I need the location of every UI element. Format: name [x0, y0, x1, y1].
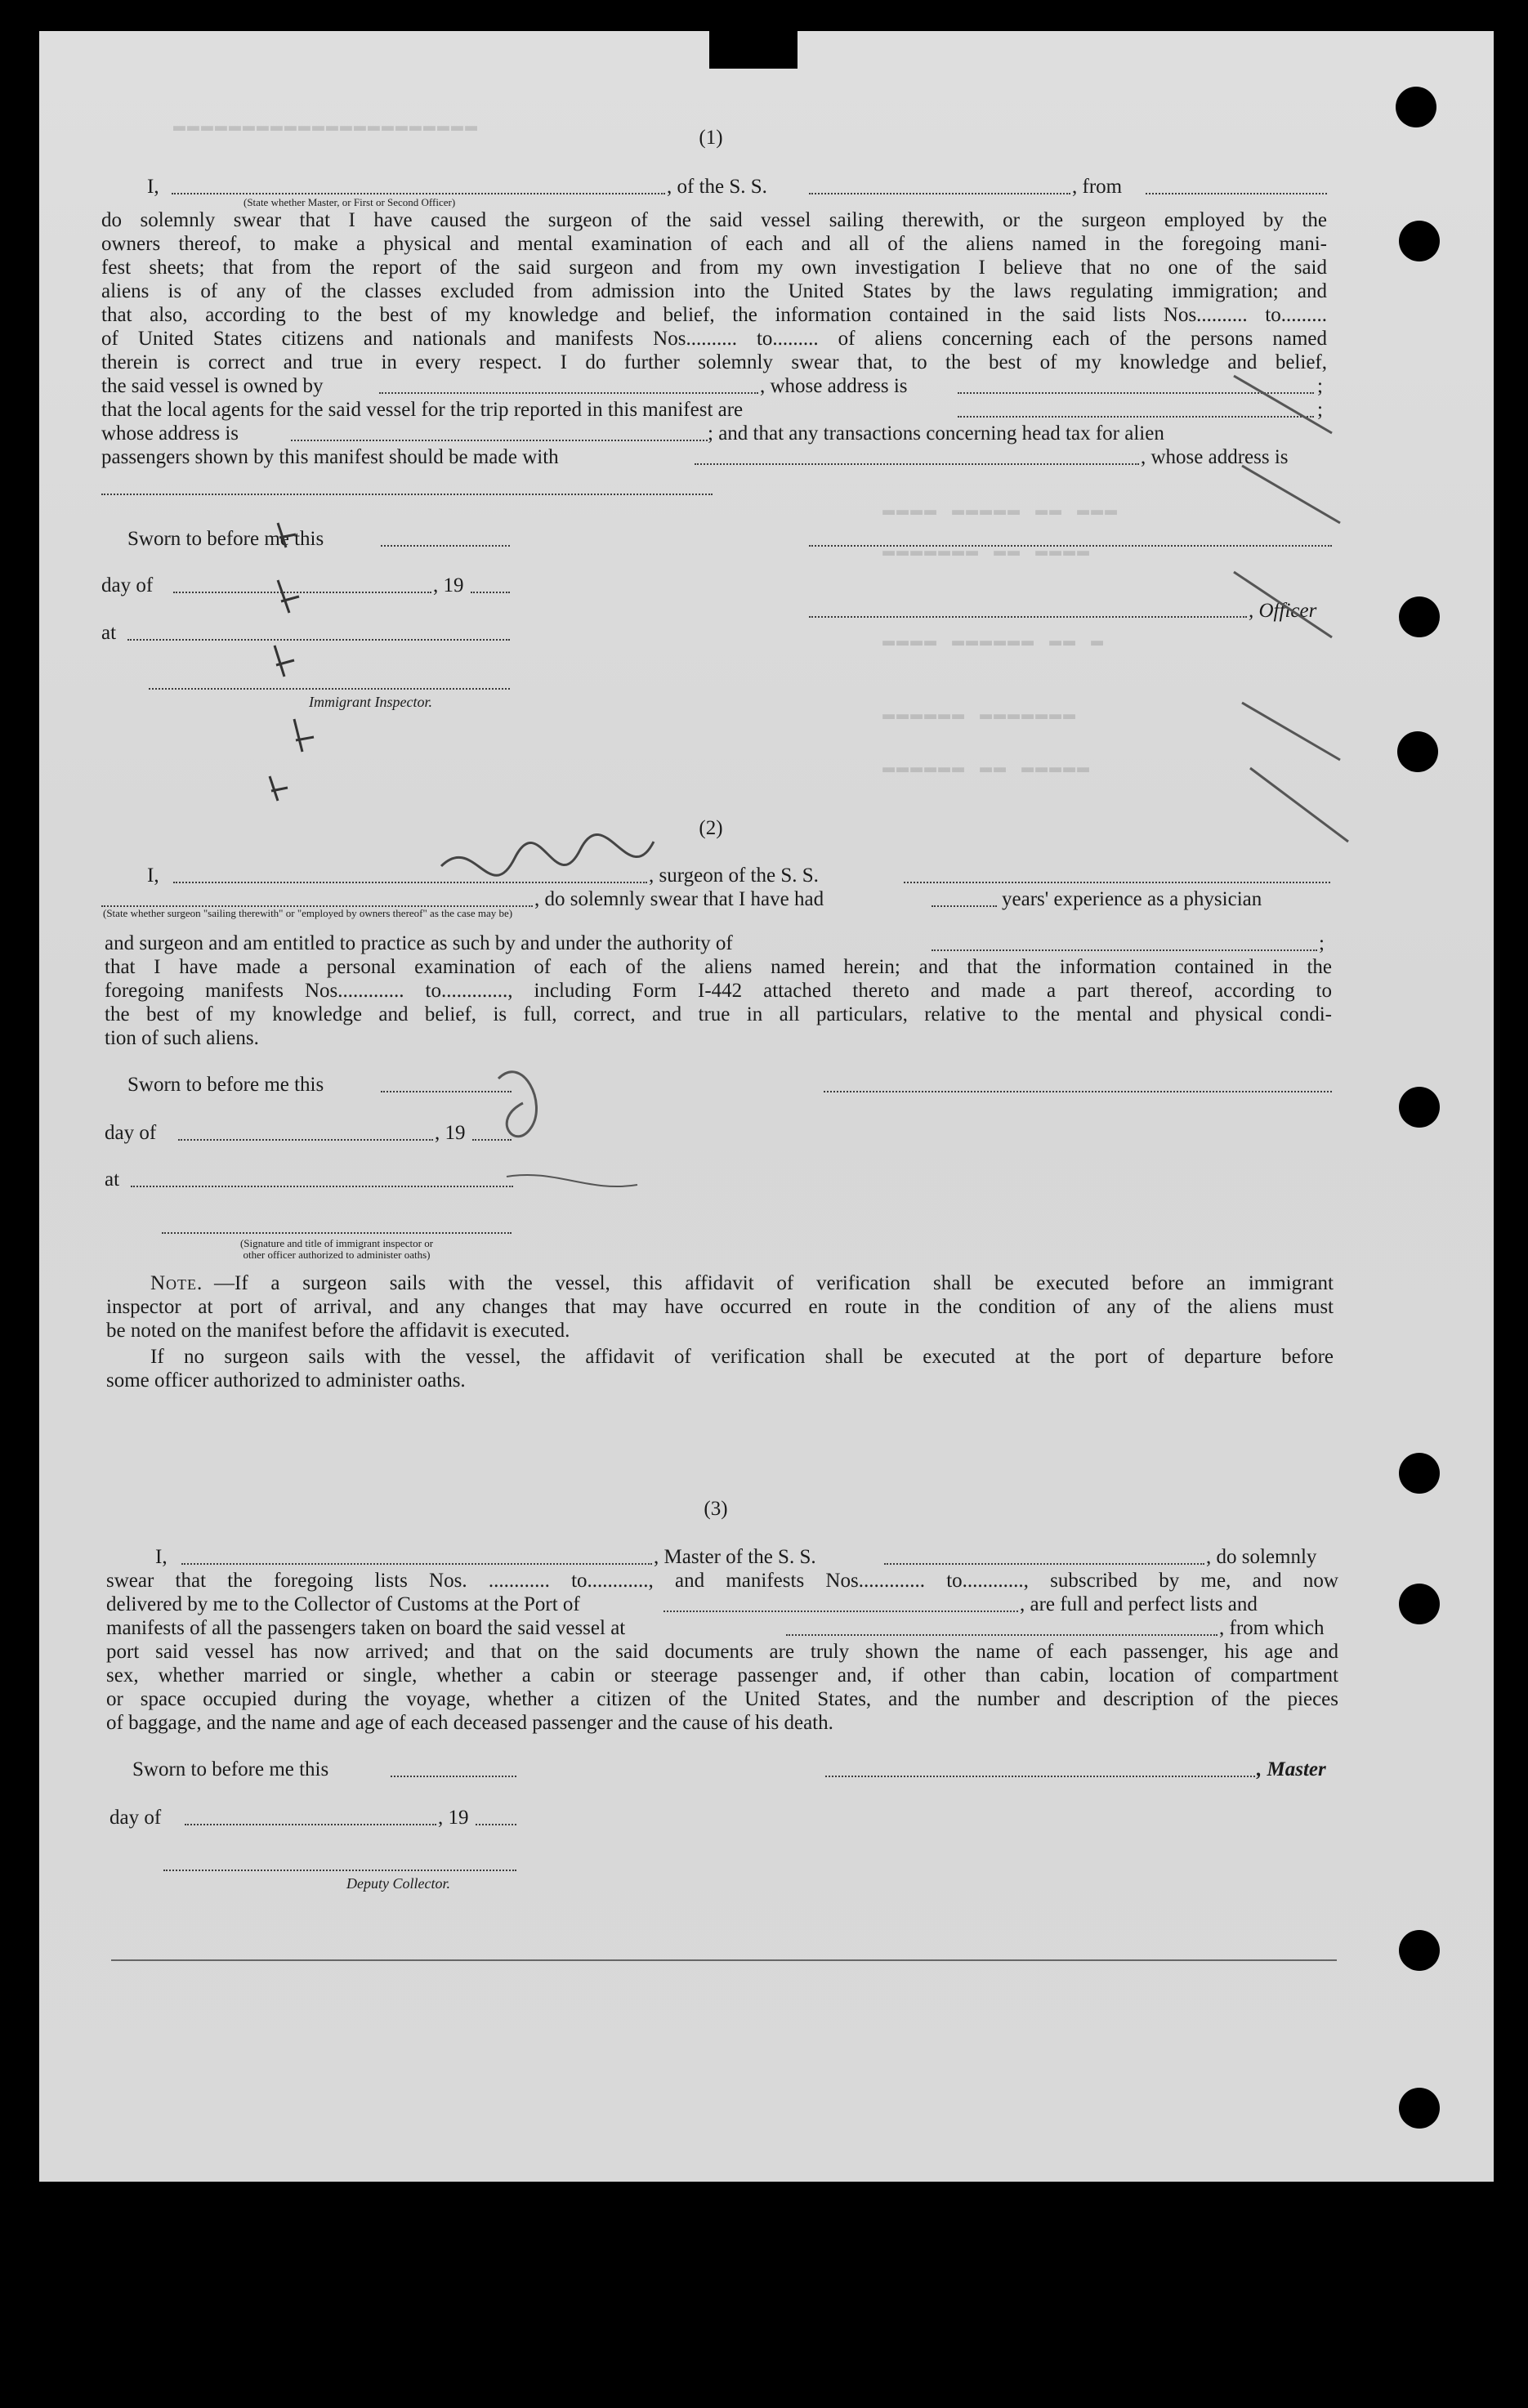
- head-tax-address-field: [101, 494, 713, 495]
- surgeon-signature-field: [824, 1091, 1332, 1092]
- surgeon-ship-field: [904, 882, 1330, 883]
- handwriting-marks: [245, 507, 360, 817]
- at-label-2: at: [105, 1168, 120, 1191]
- punch-hole: [1399, 596, 1440, 637]
- deputy-collector-caption: Deputy Collector.: [346, 1875, 450, 1892]
- sworn-date-field-3: [391, 1776, 516, 1777]
- label-of-ss: , of the S. S.: [667, 176, 767, 198]
- label-from-which: , from which: [1219, 1617, 1325, 1639]
- master-ship-field: [884, 1563, 1204, 1565]
- immigrant-inspector-caption: Immigrant Inspector.: [309, 694, 432, 710]
- day-of-label-2: day of: [105, 1122, 157, 1144]
- label-master-of-ss: , Master of the S. S.: [654, 1546, 816, 1568]
- year-field-1: [471, 592, 510, 593]
- label-whose-address-3: , whose address is: [1141, 446, 1289, 468]
- note-line: inspector at port of arrival, and any changes that may have occurred en route in the condition of any of the aliens must: [106, 1296, 1334, 1318]
- section-2-paragraph-line: the best of my knowledge and belief, is full, correct, and true in all particulars, relative to the mental and physical condi-: [105, 1003, 1332, 1025]
- caption-signature-2: other officer authorized to administer oaths): [243, 1249, 431, 1261]
- section-1-paragraph-line: owners thereof, to make a physical and mental examination of each and all of the aliens named in the foregoing mani-: [101, 233, 1327, 255]
- day-of-label-3: day of: [109, 1807, 162, 1829]
- punch-hole: [1399, 221, 1440, 261]
- note-2-line: If no surgeon sails with the vessel, the affidavit of verification shall be executed at the port of departure before: [150, 1346, 1334, 1368]
- label-do-solemnly: , do solemnly swear that I have had: [534, 888, 824, 910]
- embark-port-field: [786, 1634, 1217, 1636]
- punch-hole: [1399, 2088, 1440, 2129]
- section-1-paragraph-line: that also, according to the best of my knowledge and belief, the information contained in the said lists Nos.......... to.........: [101, 304, 1327, 326]
- day-of-field-3: [185, 1824, 436, 1825]
- label-delivered: delivered by me to the Collector of Customs at the Port of: [106, 1593, 580, 1615]
- agents-address-field: [291, 440, 708, 441]
- master-name-field-3: [181, 1563, 652, 1565]
- officer-title-field: [809, 616, 1247, 618]
- years-field: [932, 905, 997, 907]
- year-label-3: , 19: [438, 1807, 469, 1829]
- punch-hole: [1399, 1930, 1440, 1971]
- section-3-paragraph-line: sex, whether married or single, whether a cabin or steerage passenger and, if other than cabin, location of compartment: [106, 1664, 1338, 1686]
- ship-name-field: [809, 193, 1070, 194]
- master-signature-field: [825, 1776, 1255, 1777]
- section-1-paragraph-line: therein is correct and true in every respect. I do further solemnly swear that, to the best of my knowledge and belief,: [101, 351, 1327, 373]
- section-1-heading: (1): [699, 127, 723, 149]
- label-head-tax: ; and that any transactions concerning head tax for alien: [708, 422, 1164, 445]
- sworn-label-2: Sworn to before me this: [127, 1074, 324, 1096]
- label-surgeon-of-ss: , surgeon of the S. S.: [649, 864, 819, 887]
- from-port-field: [1146, 193, 1327, 194]
- section-3-heading: (3): [704, 1498, 728, 1520]
- caption-surgeon: (State whether surgeon "sailing therewith" or "employed by owners thereof" as the case may be): [103, 907, 513, 919]
- label-manifests-all: manifests of all the passengers taken on board the said vessel at: [106, 1617, 626, 1639]
- sheet-tab-notch: [709, 31, 798, 69]
- day-of-field-2: [178, 1139, 433, 1141]
- note-label: Note.: [150, 1272, 203, 1294]
- section-1-paragraph-line: of United States citizens and nationals and manifests Nos.......... to......... of aliens concerning each of the persons named: [101, 328, 1327, 350]
- section-2-heading: (2): [699, 817, 723, 839]
- punch-hole: [1396, 87, 1436, 127]
- label-local-agents: that the local agents for the said vessel for the trip reported in this manifest are: [101, 399, 744, 421]
- year-label-1: , 19: [433, 574, 464, 596]
- year-label-2: , 19: [435, 1122, 466, 1144]
- label-do-solemnly-3: , do solemnly: [1206, 1546, 1317, 1568]
- section-2-paragraph-last: tion of such aliens.: [105, 1027, 259, 1049]
- punch-hole: [1399, 1087, 1440, 1128]
- section-1-paragraph-line: aliens is of any of the classes excluded from admission into the United States by the laws regulating immigration; and: [101, 280, 1327, 302]
- port-field: [663, 1611, 1018, 1612]
- label-passengers: passengers shown by this manifest should be made with: [101, 446, 559, 468]
- section-1-i: I,: [147, 176, 159, 198]
- authority-field: [932, 949, 1317, 951]
- section-3-i: I,: [155, 1546, 168, 1568]
- section-3-paragraph-line: or space occupied during the voyage, whether a citizen of the United States, and the number and description of the pieces: [106, 1688, 1338, 1710]
- pencil-slash-marks: [1226, 360, 1356, 850]
- section-3-paragraph-line: swear that the foregoing lists Nos. ............ to............, and manifests Nos............. to............, subscribed by me, and now: [106, 1570, 1338, 1592]
- section-3-paragraph-last: of baggage, and the name and age of each deceased passenger and the cause of his death.: [106, 1712, 833, 1734]
- sworn-date-field-1: [381, 545, 510, 547]
- section-3-paragraph-line: port said vessel has now arrived; and that on the said documents are truly shown the name of each passenger, his age and: [106, 1641, 1338, 1663]
- bottom-rule: [111, 1959, 1337, 1961]
- at-label-1: at: [101, 622, 117, 644]
- note-line: —If a surgeon sails with the vessel, this affidavit of verification shall be executed before an immigrant: [214, 1272, 1334, 1294]
- day-of-label-1: day of: [101, 574, 154, 596]
- sworn-label-3: Sworn to before me this: [132, 1758, 329, 1780]
- officer-label: , Officer: [1249, 600, 1317, 622]
- section-1-paragraph-line: do solemnly swear that I have caused the surgeon of the said vessel sailing therewith, or the surgeon employed by the: [101, 209, 1327, 231]
- master-label: , Master: [1257, 1758, 1326, 1780]
- collector-signature-field: [163, 1870, 516, 1871]
- punch-hole: [1399, 1453, 1440, 1494]
- label-owned-by: the said vessel is owned by: [101, 375, 324, 397]
- section-2-i: I,: [147, 864, 159, 887]
- punch-hole: [1397, 731, 1438, 772]
- label-from: , from: [1072, 176, 1123, 198]
- section-2-paragraph-line: foregoing manifests Nos............. to............., including Form I-442 attached thereto and made a part thereof, according to: [105, 980, 1332, 1002]
- label-whose-address: , whose address is: [760, 375, 908, 397]
- sworn-label-1: Sworn to before me this: [127, 528, 324, 550]
- caption-master: (State whether Master, or First or Second Officer): [243, 196, 456, 208]
- section-2-paragraph-line: that I have made a personal examination of each of the aliens named herein; and that the information contained in the: [105, 956, 1332, 978]
- surgeon-signature-scribble: [425, 833, 719, 1226]
- label-whose-address-2: whose address is: [101, 422, 239, 445]
- note-2-last: some officer authorized to administer oaths.: [106, 1369, 466, 1392]
- label-years-experience: years' experience as a physician: [1002, 888, 1262, 910]
- section-1-paragraph-line: fest sheets; that from the report of the said surgeon and from my own investigation I believe that no one of the said: [101, 257, 1327, 279]
- official-signature-field: [162, 1232, 512, 1234]
- owner-field: [379, 392, 758, 394]
- master-name-field: [172, 193, 665, 194]
- caption-signature-1: (Signature and title of immigrant inspector or: [239, 1237, 434, 1249]
- year-field-3: [476, 1824, 516, 1825]
- punch-hole: [1399, 1584, 1440, 1624]
- head-tax-party-field: [695, 463, 1139, 465]
- note-last: be noted on the manifest before the affidavit is executed.: [106, 1320, 570, 1342]
- label-full-perfect: , are full and perfect lists and: [1020, 1593, 1258, 1615]
- label-authority: and surgeon and am entitled to practice as such by and under the authority of: [105, 932, 733, 954]
